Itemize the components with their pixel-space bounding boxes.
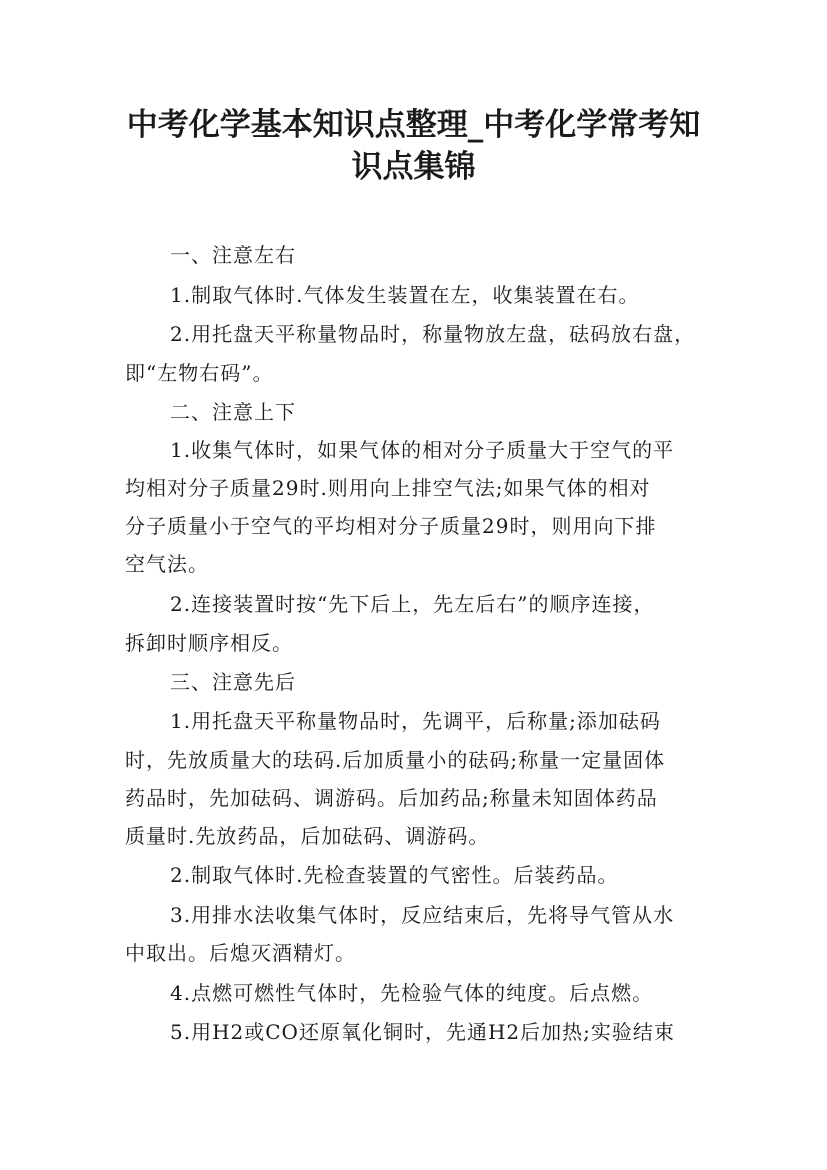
- paragraph-line: 分子质量小于空气的平均相对分子质量29时，则用向下排: [125, 514, 657, 538]
- section-heading-order: 三、注意先后: [170, 670, 296, 694]
- paragraph-line: 空气法。: [125, 552, 209, 576]
- paragraph-line: 时，先放质量大的珐码.后加质量小的砝码;称量一定量固体: [125, 748, 666, 772]
- paragraph-line: 1.用托盘天平称量物品时，先调平，后称量;添加砝码: [170, 709, 661, 733]
- paragraph-line: 2.连接装置时按“先下后上，先左后右”的顺序连接，: [170, 592, 655, 616]
- paragraph-line: 均相对分子质量29时.则用向上排空气法;如果气体的相对: [125, 476, 651, 500]
- paragraph-line: 2.制取气体时.先检查装置的气密性。后装药品。: [170, 863, 619, 887]
- paragraph-line: 2.用托盘天平称量物品时，称量物放左盘，砝码放右盘，: [170, 322, 696, 346]
- document-title-line-1: 中考化学基本知识点整理_中考化学常考知: [126, 107, 701, 143]
- paragraph-line: 中取出。后熄灭酒精灯。: [125, 941, 356, 965]
- section-heading-left-right: 一、注意左右: [170, 243, 296, 267]
- paragraph-line: 1.收集气体时，如果气体的相对分子质量大于空气的平: [170, 438, 675, 462]
- paragraph-line: 4.点燃可燃性气体时，先检验气体的纯度。后点燃。: [170, 981, 654, 1005]
- section-heading-up-down: 二、注意上下: [170, 400, 296, 424]
- paragraph-line: 1.制取气体时.气体发生装置在左，收集装置在右。: [170, 283, 640, 307]
- paragraph-line: 质量时.先放药品，后加砝码、调游码。: [125, 824, 490, 848]
- paragraph-line: 3.用排水法收集气体时，反应结束后，先将导气管从水: [170, 903, 675, 927]
- document-title-line-2: 识点集锦: [351, 149, 476, 185]
- paragraph-line: 拆卸时顺序相反。: [125, 631, 293, 655]
- paragraph-line: 药品时，先加砝码、调游码。后加药品;称量未知固体药品: [125, 786, 658, 810]
- paragraph-line: 5.用H2或CO还原氧化铜时，先通H2后加热;实验结束: [170, 1020, 675, 1044]
- paragraph-line: 即“左物右码”。: [125, 361, 274, 385]
